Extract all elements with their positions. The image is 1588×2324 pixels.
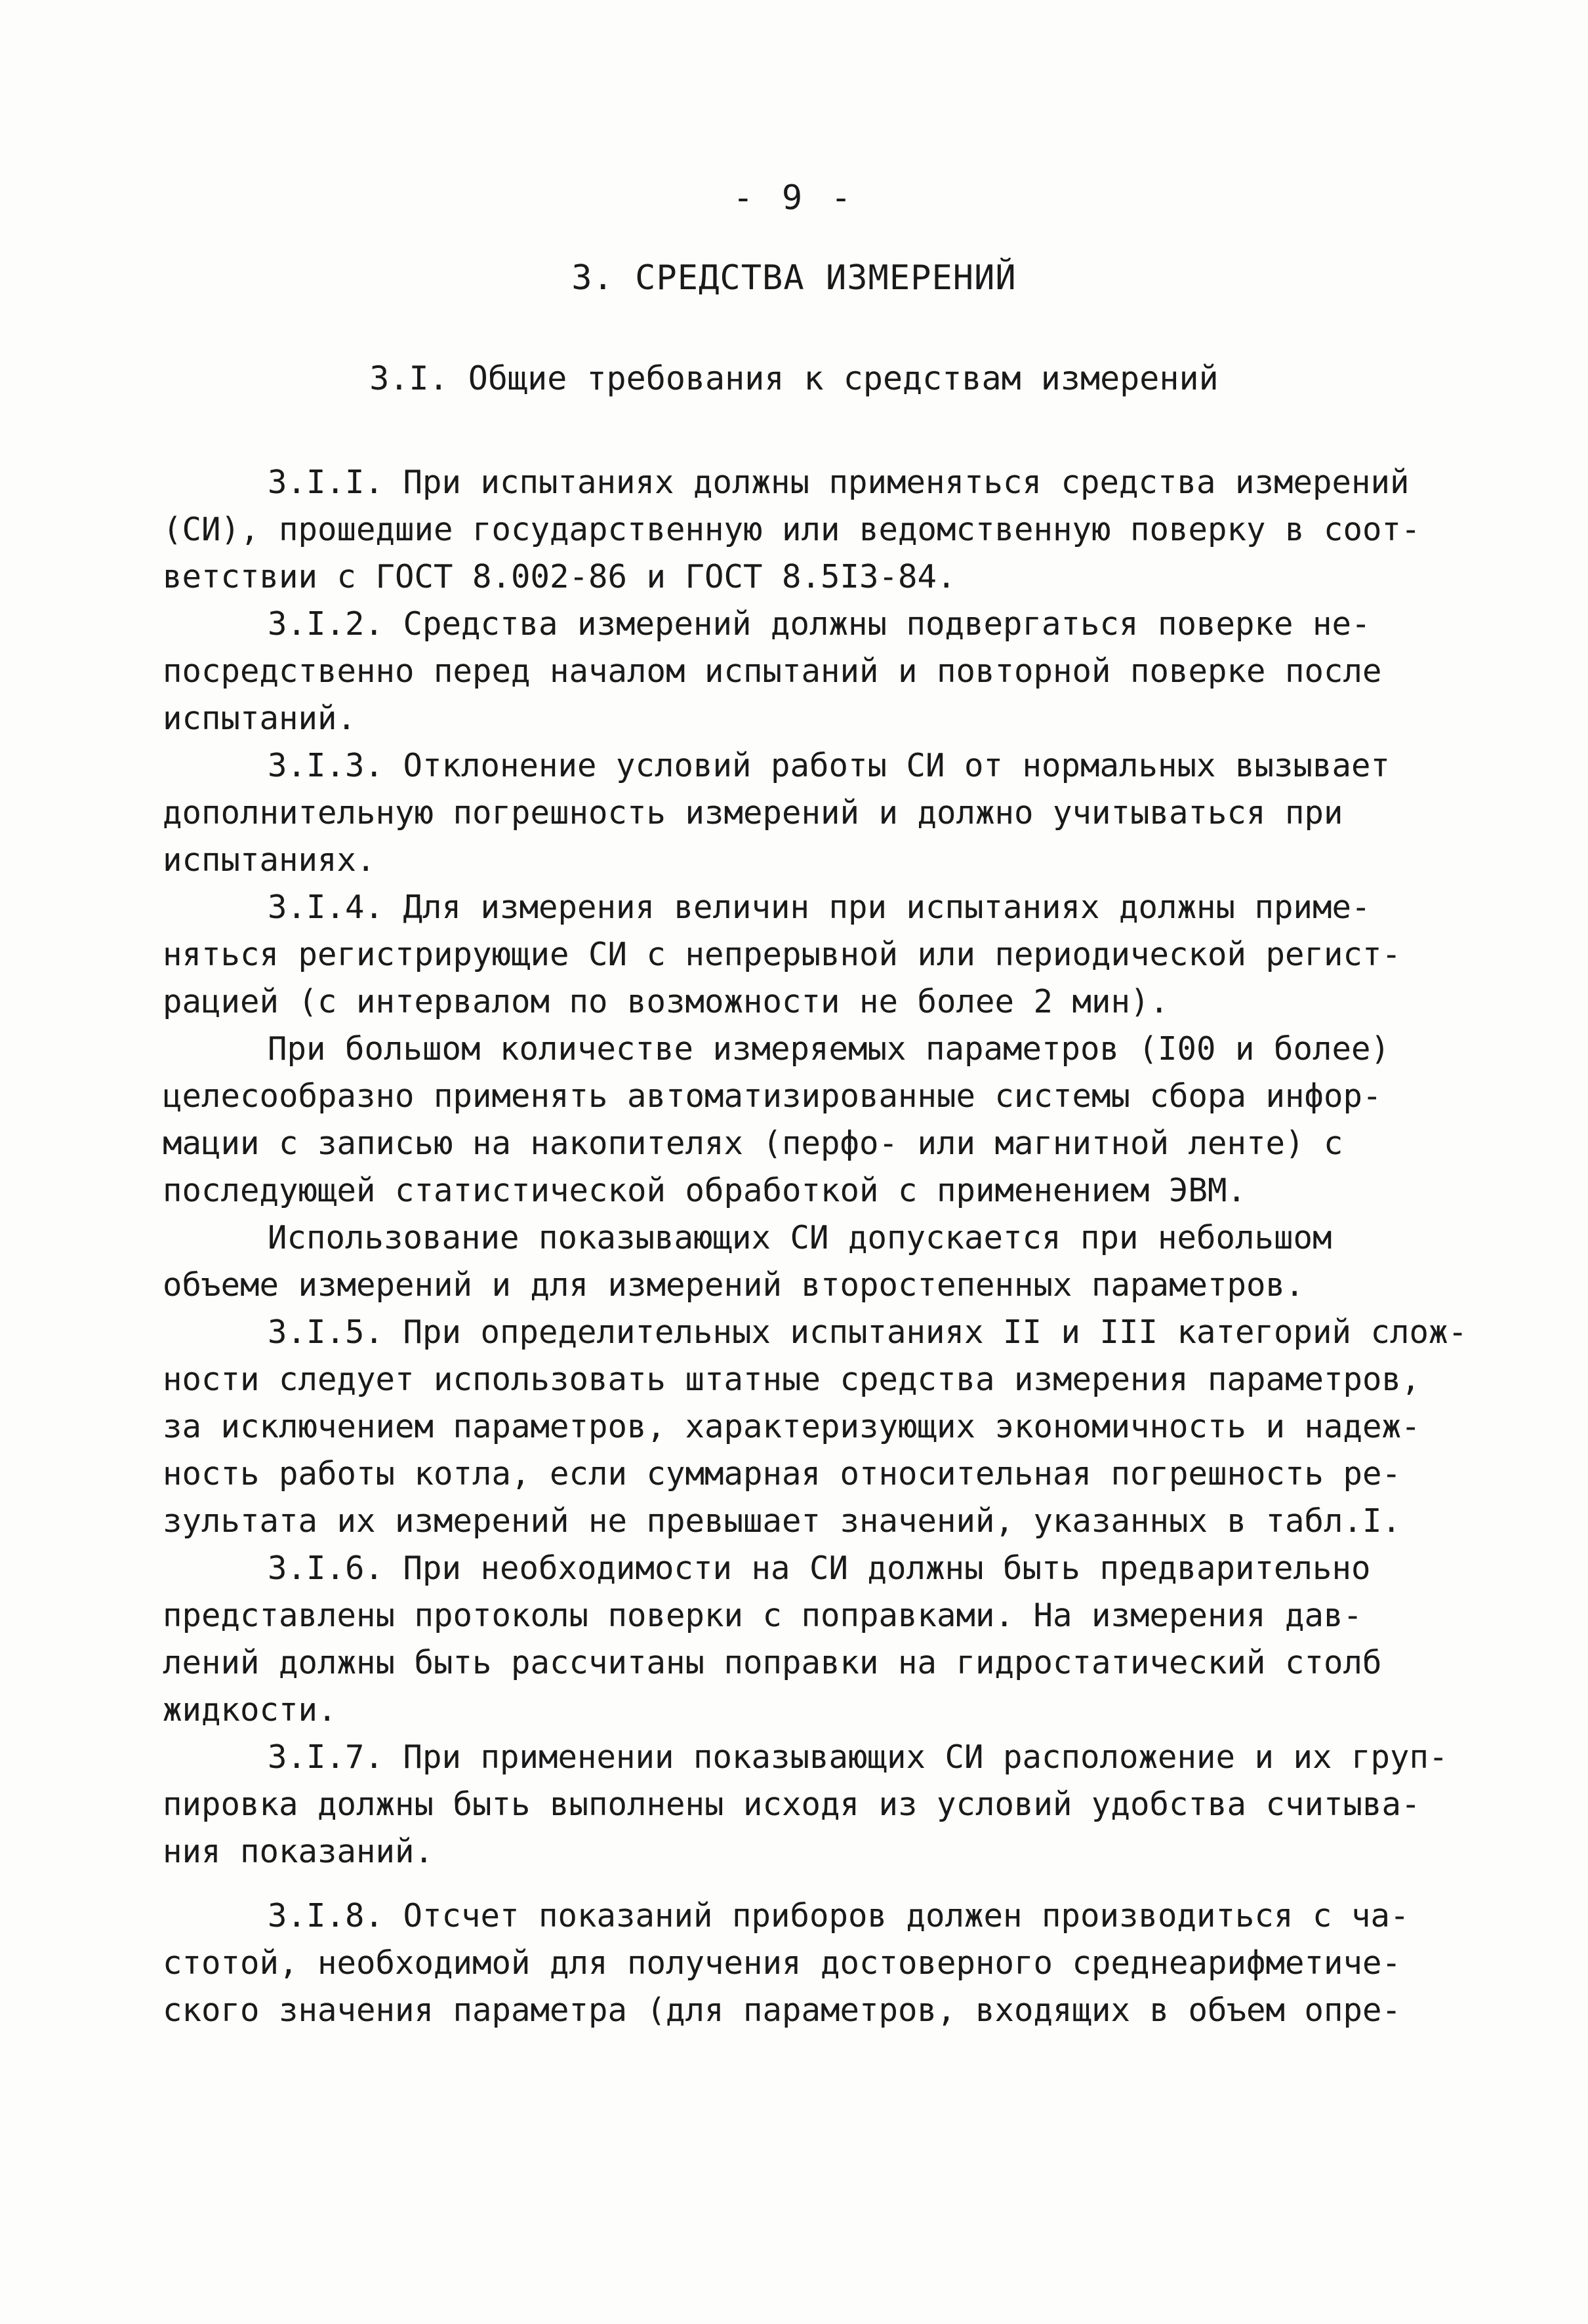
text-line: ского значения параметра (для параметров, входящих в объем опре- — [163, 1992, 1402, 2029]
text-line: 3.I.2. Средства измерений должны подвергаться поверке не- — [268, 605, 1371, 643]
text-line: (СИ), прошедшие государственную или ведомственную поверку в соот- — [163, 511, 1421, 548]
text-line: посредственно перед началом испытаний и повторной поверке после — [163, 652, 1382, 690]
text-line: 3.I.4. Для измерения величин при испытаниях должны приме- — [268, 889, 1371, 926]
text-line: 3.I.6. При необходимости на СИ должны быть предварительно — [268, 1550, 1371, 1587]
text-line: лений должны быть рассчитаны поправки на гидростатический столб — [163, 1644, 1382, 1681]
text-line: 3.I.I. При испытаниях должны применяться средства измерений — [268, 464, 1410, 501]
text-line: рацией (с интервалом по возможности не более 2 мин). — [163, 983, 1170, 1020]
text-line: ния показаний. — [163, 1833, 434, 1870]
text-line: ности следует использовать штатные средства измерения параметров, — [163, 1361, 1421, 1398]
text-line: пировка должны быть выполнены исходя из условий удобства считыва- — [163, 1786, 1421, 1823]
text-line: зультата их измерений не превышает значений, указанных в табл.I. — [163, 1502, 1402, 1540]
text-line: испытаний. — [163, 700, 357, 737]
text-line: объеме измерений и для измерений второстепенных параметров. — [163, 1266, 1305, 1304]
body-text — [163, 459, 1494, 2034]
text-line: 3.I.7. При применении показывающих СИ расположение и их груп- — [268, 1738, 1448, 1776]
text-line: целесообразно применять автоматизированные системы сбора инфор- — [163, 1077, 1382, 1115]
section-title: 3. СРЕДСТВА ИЗМЕРЕНИЙ — [571, 258, 1017, 298]
text-line: мации с записью на накопителях (перфо- или магнитной ленте) с — [163, 1125, 1343, 1162]
text-line: представлены протоколы поверки с поправками. На измерения дав- — [163, 1597, 1363, 1634]
page-number: - 9 - — [733, 178, 855, 218]
text-line: дополнительную погрешность измерений и должно учитываться при — [163, 794, 1343, 831]
text-line: 3.I.8. Отсчет показаний приборов должен производиться с ча- — [268, 1897, 1410, 1934]
text-line: последующей статистической обработкой с применением ЭВМ. — [163, 1172, 1247, 1209]
subsection-title: 3.I. Общие требования к средствам измерений — [369, 359, 1219, 397]
text-line: Использование показывающих СИ допускается при небольшом — [268, 1219, 1332, 1256]
text-line: стотой, необходимой для получения достоверного среднеарифметиче- — [163, 1944, 1402, 1982]
text-line: испытаниях. — [163, 841, 376, 879]
text-line: 3.I.5. При определительных испытаниях II и III категорий слож- — [268, 1313, 1468, 1351]
text-line: няться регистрирующие СИ с непрерывной или периодической регист- — [163, 936, 1402, 973]
text-line: жидкости. — [163, 1691, 337, 1729]
text-line: 3.I.3. Отклонение условий работы СИ от нормальных вызывает — [268, 747, 1391, 784]
text-line: ность работы котла, если суммарная относительная погрешность ре- — [163, 1455, 1402, 1493]
text-line: за исключением параметров, характеризующих экономичность и надеж- — [163, 1408, 1421, 1445]
text-line: ветствии с ГОСТ 8.002-86 и ГОСТ 8.5I3-84. — [163, 558, 956, 595]
text-line: При большом количестве измеряемых параметров (I00 и более) — [268, 1030, 1391, 1068]
